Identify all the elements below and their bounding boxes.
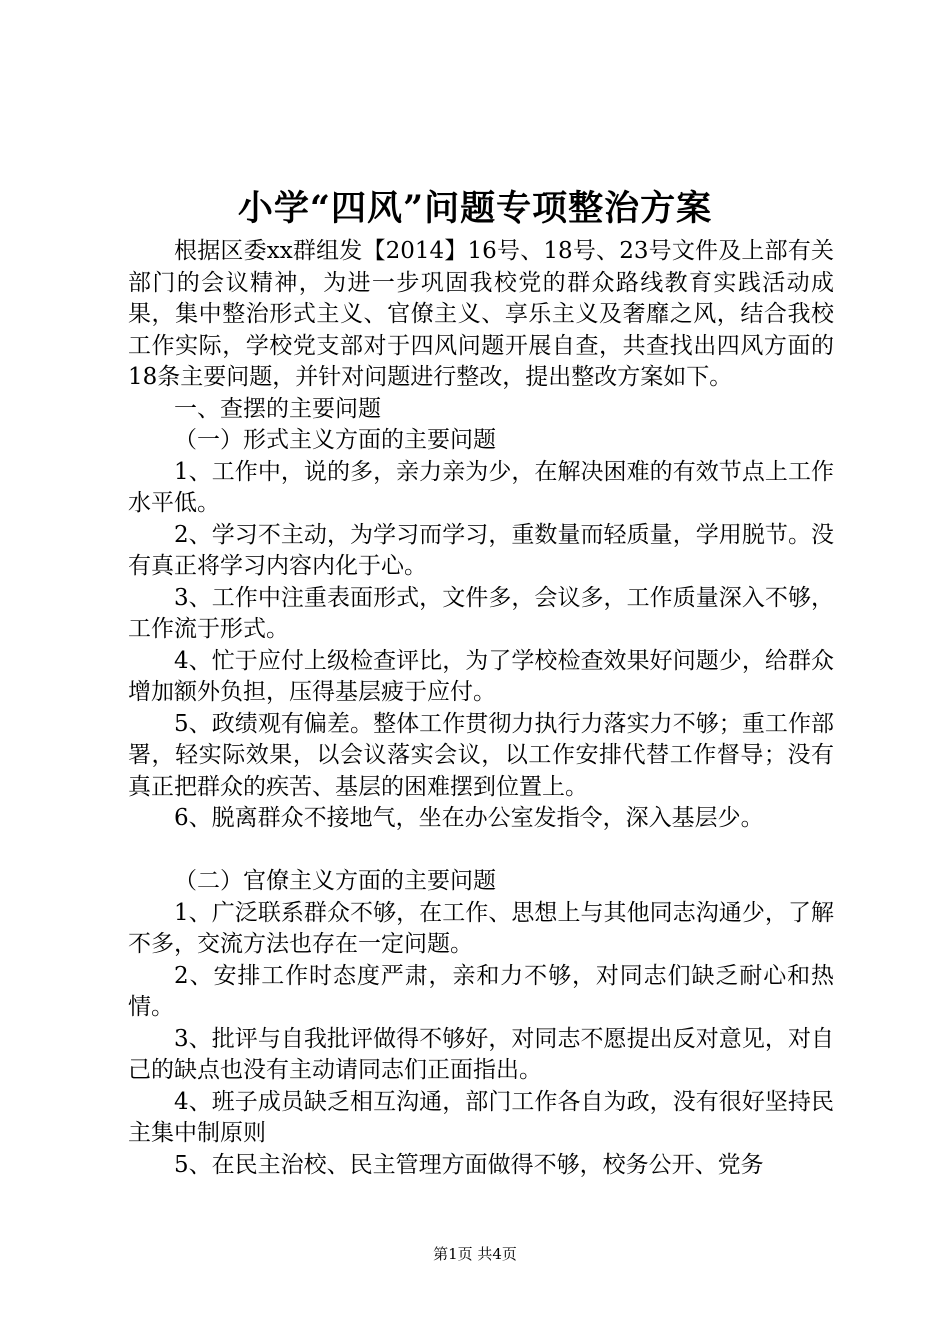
document-body xyxy=(128,236,834,1181)
section-heading: 一、查摆的主要问题 xyxy=(174,395,381,422)
list-item: 1、工作中，说的多，亲力亲为少，在解决困难的有效节点上工作水平低。 xyxy=(128,458,834,516)
list-item: 1、广泛联系群众不够，在工作、思想上与其他同志沟通少，了解不多，交流方法也存在一定问题。 xyxy=(128,899,834,957)
subsection-heading: （二）官僚主义方面的主要问题 xyxy=(174,868,496,894)
document-title: 小学“四风”问题专项整治方案 xyxy=(237,188,713,229)
list-item: 5、政绩观有偏差。整体工作贯彻力执行力落实力不够；重工作部署，轻实际效果，以会议落实会议，以工作安排代替工作督导；没有真正把群众的疾苦、基层的困难摆到位置上。 xyxy=(128,710,834,800)
list-item: 5、在民主治校、民主管理方面做得不够，校务公开、党务 xyxy=(174,1151,764,1178)
page-footer: 第1页 共4页 xyxy=(433,1245,517,1263)
blank-line xyxy=(128,835,834,867)
list-item: 2、安排工作时态度严肃，亲和力不够，对同志们缺乏耐心和热情。 xyxy=(128,962,834,1020)
paragraph-intro: 根据区委xx群组发【2014】16号、18号、23号文件及上部有关部门的会议精神，为进一步巩固我校党的群众路线教育实践活动成果，集中整治形式主义、官僚主义、享乐主义及奢靡之风，结合我校工作实际，学校党支部对于四风问题开展自查，共查找出四风方面的18条主要问题，并针对问题进行整改，提出整改方案如下。 xyxy=(128,238,834,390)
list-item: 6、脱离群众不接地气，坐在办公室发指令，深入基层少。 xyxy=(174,805,764,831)
list-item: 4、班子成员缺乏相互沟通，部门工作各自为政，没有很好坚持民主集中制原则 xyxy=(128,1088,834,1146)
list-item: 4、忙于应付上级检查评比，为了学校检查效果好问题少，给群众增加额外负担，压得基层疲于应付。 xyxy=(128,647,834,705)
list-item: 3、工作中注重表面形式，文件多，会议多，工作质量深入不够，工作流于形式。 xyxy=(128,584,834,642)
list-item: 2、学习不主动，为学习而学习，重数量而轻质量，学用脱节。没有真正将学习内容内化于心。 xyxy=(128,521,834,579)
subsection-heading: （一）形式主义方面的主要问题 xyxy=(174,427,496,453)
list-item: 3、批评与自我批评做得不够好，对同志不愿提出反对意见，对自己的缺点也没有主动请同志们正面指出。 xyxy=(128,1025,834,1083)
